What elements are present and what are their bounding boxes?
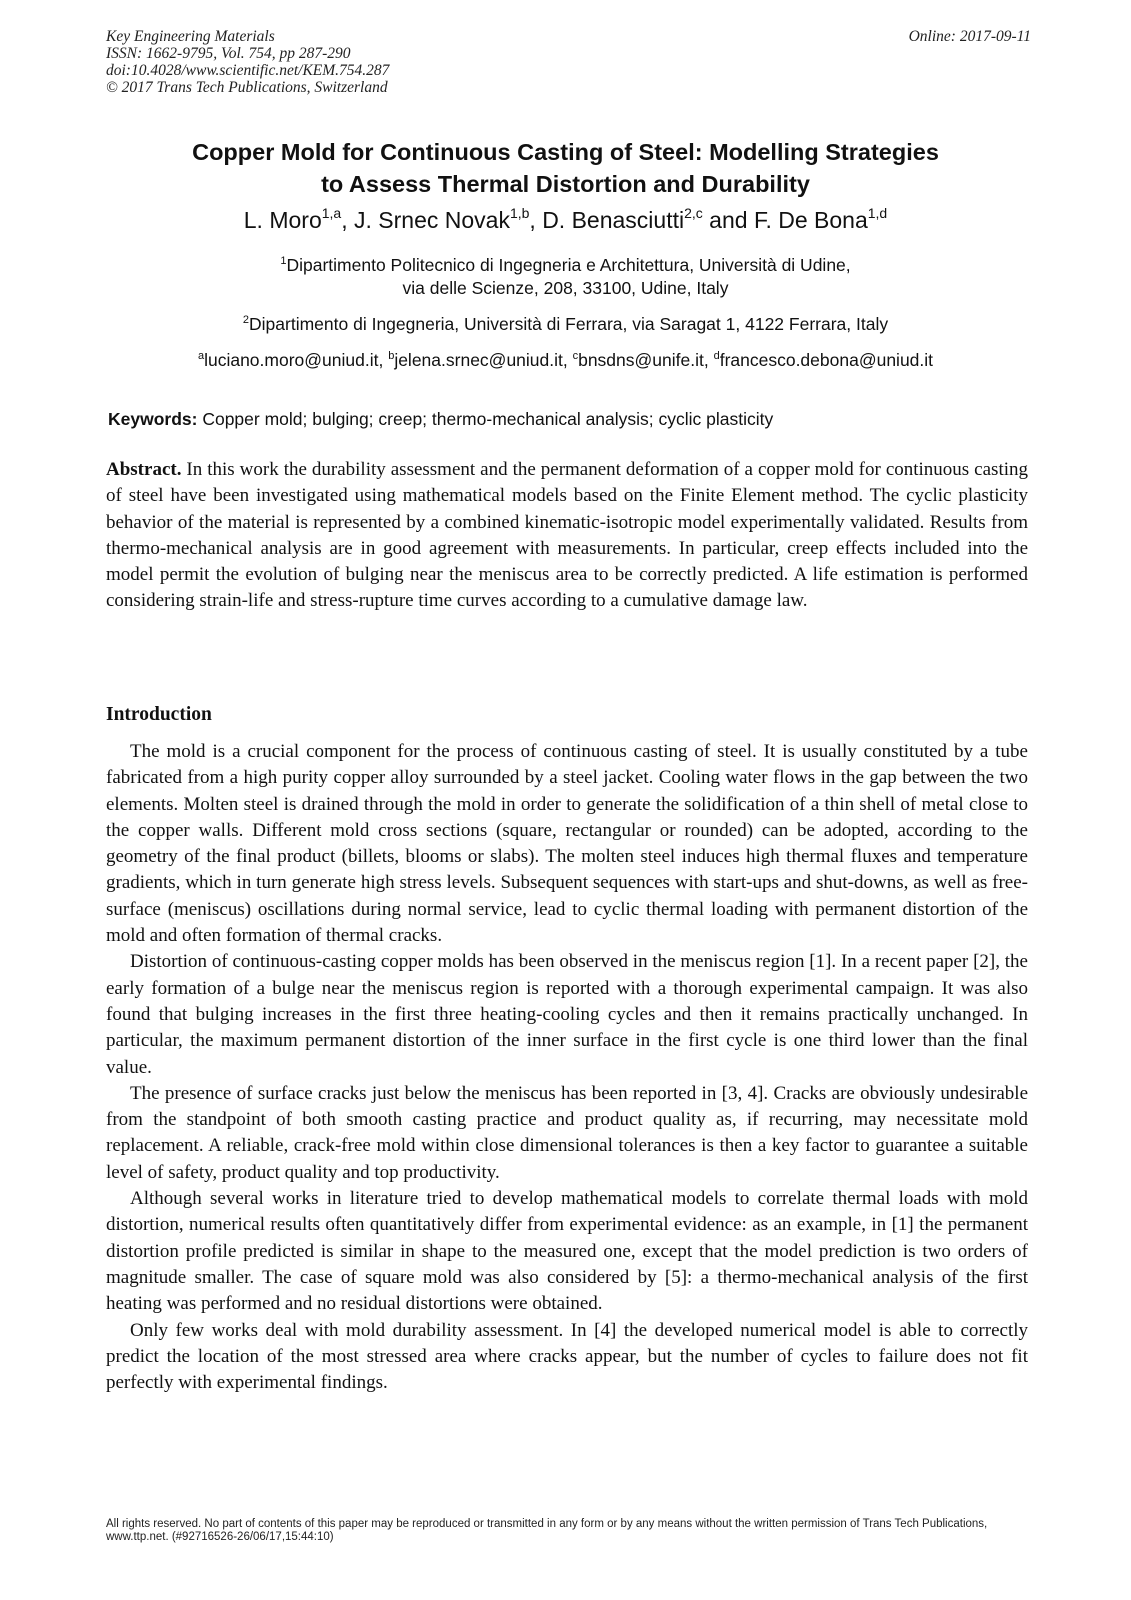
email-link[interactable]: francesco.debona@uniud.it (719, 350, 934, 370)
issn-line: ISSN: 1662-9795, Vol. 754, pp 287-290 (106, 45, 351, 62)
email-mark: b (388, 350, 395, 362)
introduction-body (106, 739, 1028, 1396)
author-affiliation-mark: 1,d (867, 205, 888, 221)
copyright-line: © 2017 Trans Tech Publications, Switzerland (106, 79, 388, 96)
abstract-text: In this work the durability assessment and the permanent deformation of a copper mold for continuous casting of steel have been investigated using mathematical models based on the Finite Element method. The cyclic plasticity behavior of the material is represented by a combined kinematic-isotropic model experimentally validated. Results from thermo-mechanical analysis are in good agreement with measurements. In particular, creep effects included into the model permit the evolution of bulging near the meniscus area to be correctly predicted. A life estimation is performed considering strain-life and stress-rupture time curves according to a cumulative damage law. (106, 459, 1028, 612)
affiliation-text: Dipartimento Politecnico di Ingegneria e Architettura, Università di Udine, (286, 255, 851, 275)
email-list (0, 349, 1131, 372)
affiliation-number: 1 (280, 255, 287, 267)
affiliation-number: 2 (242, 314, 250, 326)
paragraph: Although several works in literature tried to develop mathematical models to correlate thermal loads with mold distortion, numerical results often quantitatively differ from experimental evidence: as an example, in [1] the permanent distortion profile predicted is similar in shape to the measured one, except that the model prediction is two orders of magnitude smaller. The case of square mold was also considered by [5]: a thermo-mechanical analysis of the first heating was performed and no residual distortions were obtained. (106, 1188, 1028, 1315)
email-mark: a (197, 350, 205, 362)
paragraph: Only few works deal with mold durability assessment. In [4] the developed numerical model is able to correctly predict the location of the most stressed area where cracks appear, but the number of cycles to failure does not fit perfectly with experimental findings. (106, 1319, 1028, 1394)
paragraph: The presence of surface cracks just below the meniscus has been reported in [3, 4]. Cracks are obviously undesirable from the standpoint of both smooth casting practice and product quality as, if recurring, may necessitate mold replacement. A reliable, crack-free mold within close dimensional tolerances is then a key factor to guarantee a suitable level of safety, product quality and top productivity. (106, 1082, 1028, 1183)
author-name: , D. Benasciutti (529, 207, 685, 233)
email-link[interactable]: luciano.moro@uniud.it, (204, 350, 389, 370)
author-list (0, 205, 1131, 235)
paragraph: The mold is a crucial component for the process of continuous casting of steel. It is usually constituted by a tube fabricated from a high purity copper alloy surrounded by a steel jacket. Cooling water flows in the gap between the two elements. Molten steel is drained through the mold in order to generate the solidification of a thin shell of metal close to the copper walls. Different mold cross sections (square, rectangular or rounded) can be adopted, according to the geometry of the final product (billets, blooms or slabs). The molten steel induces high thermal fluxes and temperature gradients, which in turn generate high stress levels. Subsequent sequences with start-ups and shut-downs, as well as free-surface (meniscus) oscillations during normal service, lead to cyclic thermal loading with permanent distortion of the mold and often formation of thermal cracks. (106, 741, 1028, 947)
email-link[interactable]: bnsdns@unife.it, (578, 350, 714, 370)
abstract (106, 457, 1028, 615)
author-affiliation-mark: 1,a (321, 205, 342, 221)
section-heading: Introduction (106, 704, 212, 725)
email-link[interactable]: jelena.srnec@uniud.it, (394, 350, 573, 370)
affiliation-1 (0, 254, 1131, 300)
keywords (108, 408, 773, 431)
email-mark: d (713, 350, 720, 362)
keywords-text: Copper mold; bulging; creep; thermo-mechanical analysis; cyclic plasticity (197, 409, 774, 429)
copyright-footer: All rights reserved. No part of contents of this paper may be reproduced or transmitted in any form or by any means without the written permission of Trans Tech Publications, www.ttp.net. (#92716526-26/06/17,15:44:10) (106, 1518, 988, 1543)
author-name: , J. Srnec Novak (341, 207, 510, 233)
journal-header (106, 28, 389, 96)
affiliation-text: Dipartimento di Ingegneria, Università di Ferrara, via Saragat 1, 4122 Ferrara, Italy (249, 314, 889, 334)
paragraph: Distortion of continuous-casting copper molds has been observed in the meniscus region [1]. In a recent paper [2], the early formation of a bulge near the meniscus region is reported with a thorough experimental campaign. It was also found that bulging increases in the first three heating-cooling cycles and then it remains practically unchanged. In particular, the maximum permanent distortion of the inner surface in the first cycle is one third lower than the final value. (106, 951, 1028, 1078)
title-line-1: Copper Mold for Continuous Casting of Steel: Modelling Strategies (192, 139, 939, 165)
author-name: L. Moro (243, 207, 322, 233)
affiliation-address: via delle Scienze, 208, 33100, Udine, Italy (402, 278, 729, 298)
author-affiliation-mark: 2,c (684, 205, 703, 221)
author-name: and F. De Bona (702, 207, 868, 233)
keywords-label: Keywords: (108, 409, 198, 429)
online-date: Online: 2017-09-11 (908, 28, 1031, 45)
paper-title (0, 136, 1131, 200)
email-mark: c (572, 350, 579, 362)
title-line-2: to Assess Thermal Distortion and Durability (321, 171, 810, 197)
affiliation-2 (0, 313, 1131, 336)
journal-name: Key Engineering Materials (106, 28, 275, 45)
abstract-label: Abstract. (106, 459, 182, 480)
author-affiliation-mark: 1,b (509, 205, 530, 221)
doi-line: doi:10.4028/www.scientific.net/KEM.754.287 (106, 62, 390, 79)
